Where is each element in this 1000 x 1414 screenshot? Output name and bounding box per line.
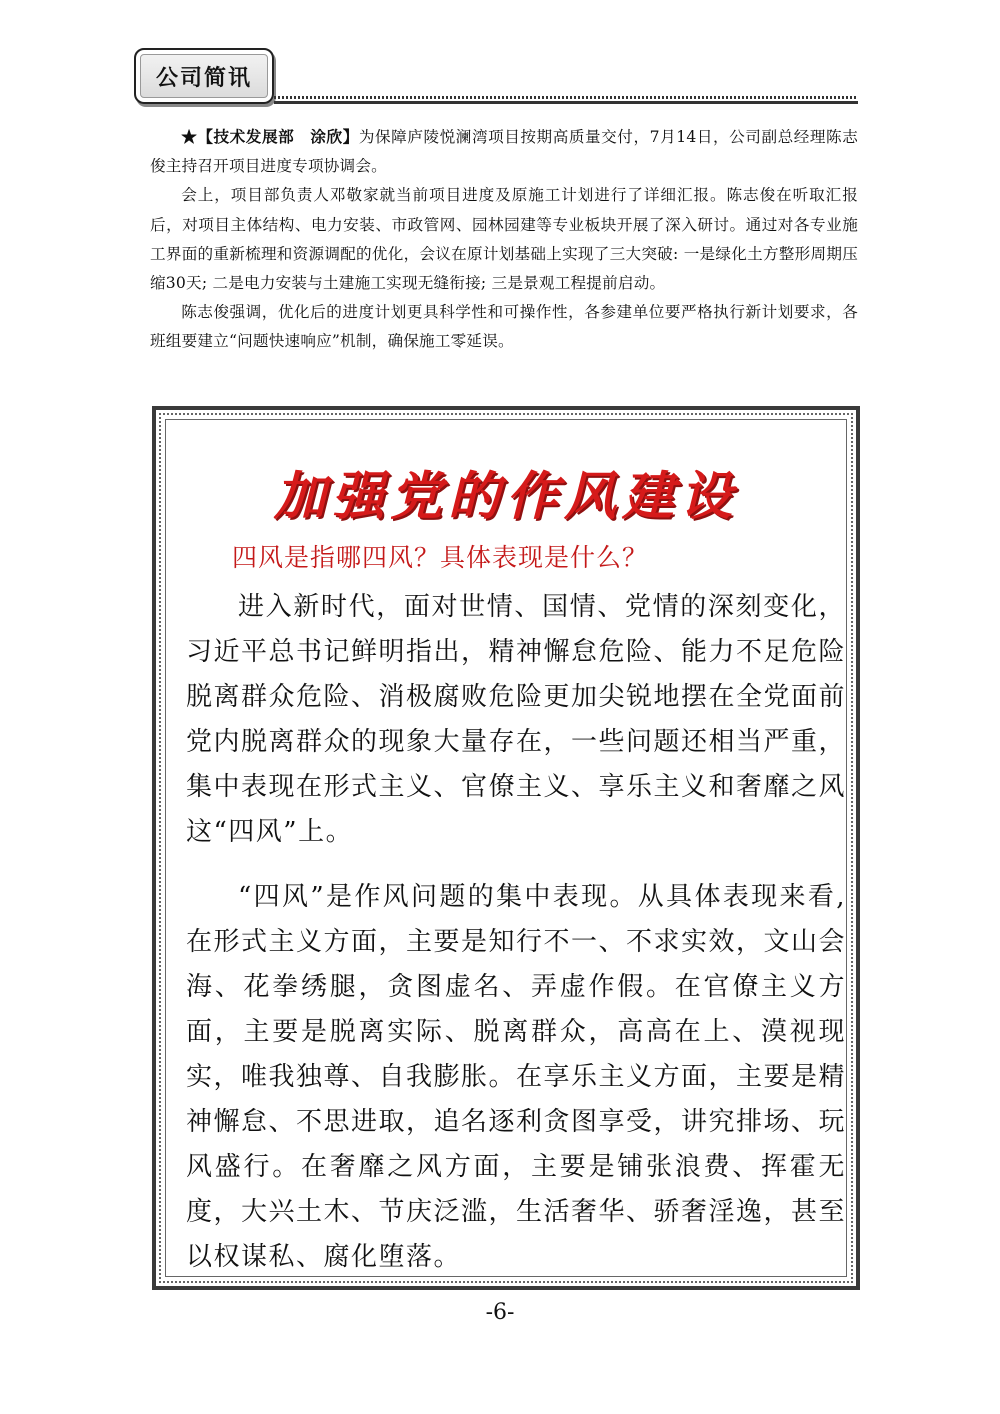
header-divider xyxy=(274,96,858,104)
news-article xyxy=(150,122,858,357)
article-paragraph: 会上，项目部负责人邓敬家就当前项目进度及原施工计划进行了详细汇报。陈志俊在听取汇报后，对项目主体结构、电力安装、市政管网、园林园建等专业板块开展了深入研讨。通过对各专业施工界面的重新梳理和资源调配的优化，会议在原计划基础上实现了三大突破: 一是绿化土方整形周期压缩30天; 二是电力安装与土建施工实现无缝衔接; 三是景观工程提前启动。 xyxy=(150,186,858,293)
feature-title: 加强党的作风建设 xyxy=(273,466,738,527)
article-paragraph xyxy=(150,122,858,181)
article-paragraph-text: 为保障庐陵悦澜湾项目按期高质量交付，7月14日，公司副总经理陈志俊主持召开项目进度专项协调会。 xyxy=(150,128,859,176)
feature-paragraph: “四风”是作风问题的集中表现。从具体表现来看,在形式主义方面，主要是知行不一、不求实效，文山会海、花拳绣腿，贪图虚名、弄虚作假。在官僚主义方面，主要是脱离实际、脱离群众，高高在上、漠视现实，唯我独尊、自我膨胀。在享乐主义方面，主要是精神懈怠、不思进取，追名逐利贪图享受，讲究排场、玩风盛行。在奢靡之风方面，主要是铺张浪费、挥霍无度，大兴土木、节庆泛滥，生活奢华、骄奢淫逸，甚至以权谋私、腐化堕落。 xyxy=(186,882,847,1272)
feature-paragraph: 进入新时代，面对世情、国情、党情的深刻变化，习近平总书记鲜明指出，精神懈怠危险、能力不足危险脱离群众危险、消极腐败危险更加尖锐地摆在全党面前党内脱离群众的现象大量存在，一些问题还相当严重，集中表现在形式主义、官僚主义、享乐主义和奢靡之风这“四风”上。 xyxy=(186,592,847,847)
page-number: -6- xyxy=(485,1300,515,1325)
article-byline: ★【技术发展部 涂欣】 xyxy=(181,127,359,146)
section-badge: 公司简讯 xyxy=(134,48,274,104)
feature-subtitle: 四风是指哪四风？具体表现是什么？ xyxy=(232,543,649,572)
feature-box xyxy=(152,406,860,1290)
feature-body xyxy=(186,585,846,1300)
article-paragraph: 陈志俊强调，优化后的进度计划更具科学性和可操作性，各参建单位要严格执行新计划要求，各班组要建立“问题快速响应”机制，确保施工零延误。 xyxy=(150,303,858,351)
